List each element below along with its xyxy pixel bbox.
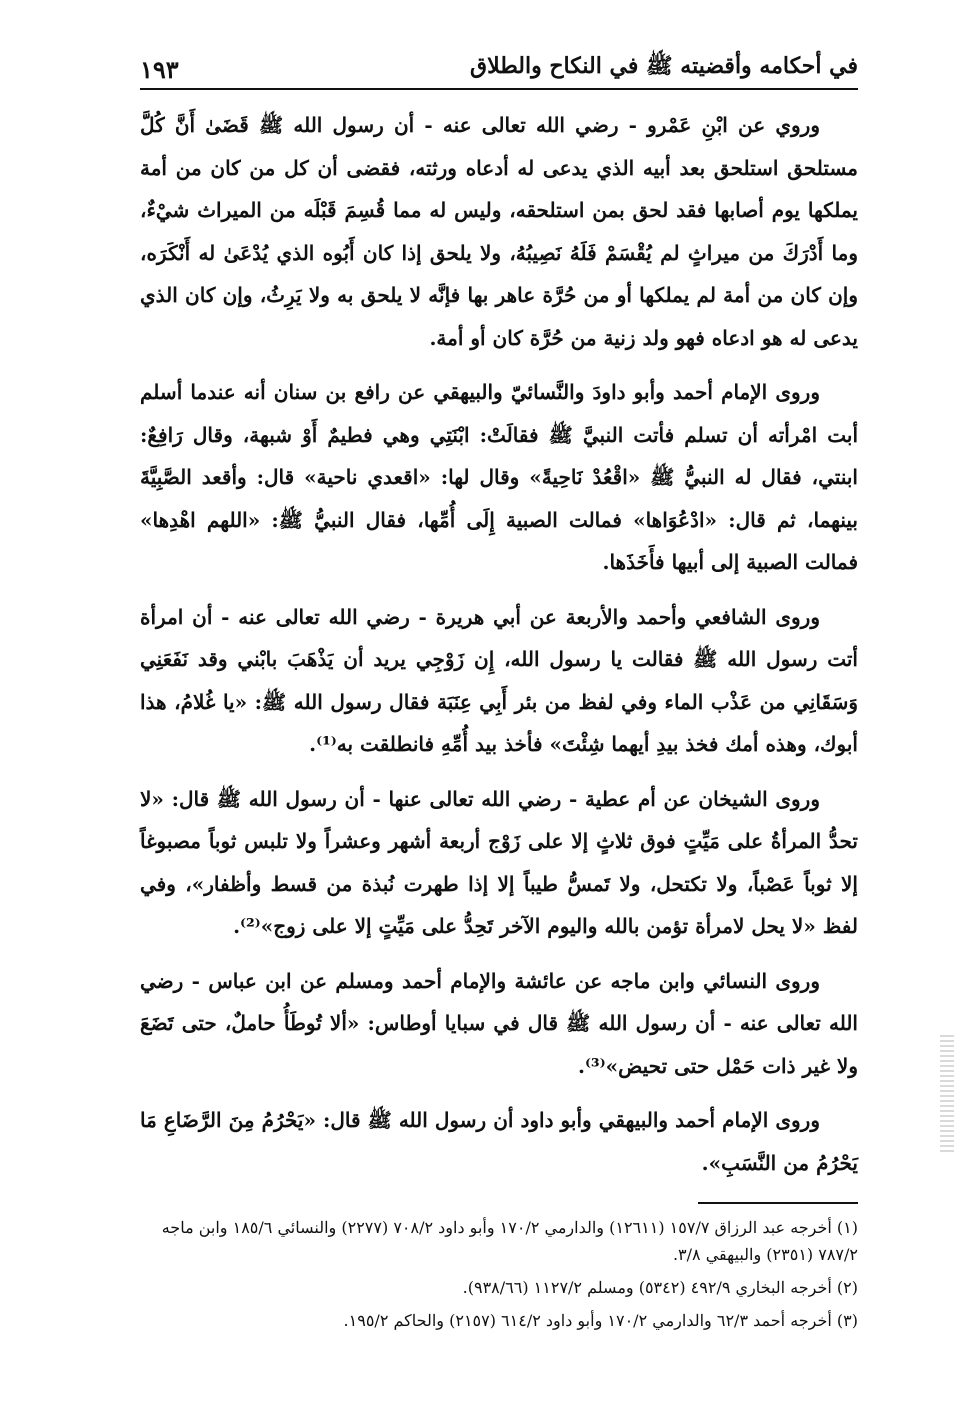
main-text [140,104,858,1184]
book-page [140,40,858,1380]
footnote-1: (١) أخرجه عبد الرزاق ١٥٧/٧ (١٢٦١١) والدارمي ١٧٠/٢ وأبو داود ٧٠٨/٢ (٢٢٧٧) والنسائي ١٨٥/٦ وابن ماجه ٧٨٧/٢ (٢٣٥١) والبيهقي ٣/٨. [161,1218,858,1264]
running-header [140,40,858,90]
footnote-2: (٢) أخرجه البخاري ٤٩٢/٩ (٥٣٤٢) ومسلم ١١٢٧/٢ (٩٣٨/٦٦). [462,1278,858,1297]
scan-margin-noise [940,1035,954,1155]
paragraph-2: وروى الإمام أحمد وأبو داودَ والنَّسائيّ والبيهقي عن رافع بن سنان أنه عندما أسلم أبت امْرأته أن تسلم فأتت النبيَّ ﷺ فقالَتْ: ابْنَتِي وهي فطيمٌ أَوْ شبهة، وقال رَافِعٌ: ابنتي، فقال له النبيُّ ﷺ «اقْعُدْ نَاحِيةً» وقال لها: «اقعدي ناحية» قال: وأقعد الصَّبِيَّةَ بينهما، ثم قال: «ادْعُوَاها» فمالت الصبية إِلَى أُمِّها، فقال النبيُّ ﷺ: «اللهم اهْدِها» فمالت الصبية إلى أبيها فأَخَذَها. [140,380,858,574]
paragraph-5: وروى النسائي وابن ماجه عن عائشة والإمام أحمد ومسلم عن ابن عباس - رضي الله تعالى عنه - أن رسول الله ﷺ قال في سبايا أوطاس: «ألا تُوطَأُ حاملٌ، حتى تَضَعَ ولا غير ذات حَمْل حتى تحيض»⁽³⁾. [140,968,858,1078]
footnotes [140,1214,858,1334]
paragraph-6: وروى الإمام أحمد والبيهقي وأبو داود أن رسول الله ﷺ قال: «يَحْرُمُ مِنَ الرَّضَاعِ مَا يَحْرُمُ من النَّسَبِ». [140,1108,858,1175]
paragraph-3: وروى الشافعي وأحمد والأربعة عن أبي هريرة - رضي الله تعالى عنه - أن امرأة أتت رسول الله ﷺ فقالت يا رسول الله، إِن زَوْجِي يريد أن يَذْهَبَ بابْني وقد نَفَعَنِي وَسَقَانِي من عَذْب الماء وفي لفظ من بئر أَبِي عِنَبَة فقال رسول الله ﷺ: «يا غُلامُ، هذا أبوك، وهذه أمك فخذ بيدِ أيهما شِئْتَ» فأخذ بيد أُمِّهِ فانطلقت به⁽¹⁾. [140,604,858,756]
footnote-divider [698,1202,858,1204]
page-number: ١٩٣ [140,55,179,84]
footnote-3: (٣) أخرجه أحمد ٦٢/٣ والدارمي ١٧٠/٢ وأبو داود ٦١٤/٢ (٢١٥٧) والحاكم ١٩٥/٢. [343,1311,858,1330]
chapter-title: في أحكامه وأقضيته ﷺ في النكاح والطلاق [470,53,858,79]
paragraph-1: وروي عن ابْنِ عَمْرو - رضي الله تعالى عنه - أن رسول الله ﷺ قَضَىٰ أَنَّ كُلَّ مستلحق استلحق بعد أبيه الذي يدعى له أدعاه ورثته، فقضى أن كل من كان من أمة يملكها يوم أصابها فقد لحق بمن استلحقه، وليس له مما قُسِمَ قَبْلَه من الميراث شيْءٌ، وما أَدْرَكَ من ميراثٍ لم يُقْسَمْ فَلَهُ نَصِيبُهُ، ولا يلحق إذا كان أَبُوه الذي يُدْعَىٰ له أَنْكَرَه، وإن كان من أمة لم يملكها أو من حُرَّة عاهر بها فإنَّه لا يلحق به ولا يَرِثُ، وإن كان الذي يدعى له هو ادعاه فهو ولد زنية من حُرَّة كان أو أمة. [140,113,858,350]
paragraph-4: وروى الشيخان عن أم عطية - رضي الله تعالى عنها - أن رسول الله ﷺ قال: «لا تحدُّ المرأةُ على مَيِّتٍ فوق ثلاثٍ إلا على زَوْج أربعة أشهر وعشراً ولا تلبس ثوباً مصبوغاً إلا ثوباً عَصْباً، ولا تكتحل، ولا تَمسُّ طيباً إلا إذا طهرت نُبذة من قسط وأظفار»، وفي لفظ «لا يحل لامرأة تؤمن بالله واليوم الآخر تَحِدُّ على مَيِّتٍ إلا على زوج»⁽²⁾. [140,786,858,938]
